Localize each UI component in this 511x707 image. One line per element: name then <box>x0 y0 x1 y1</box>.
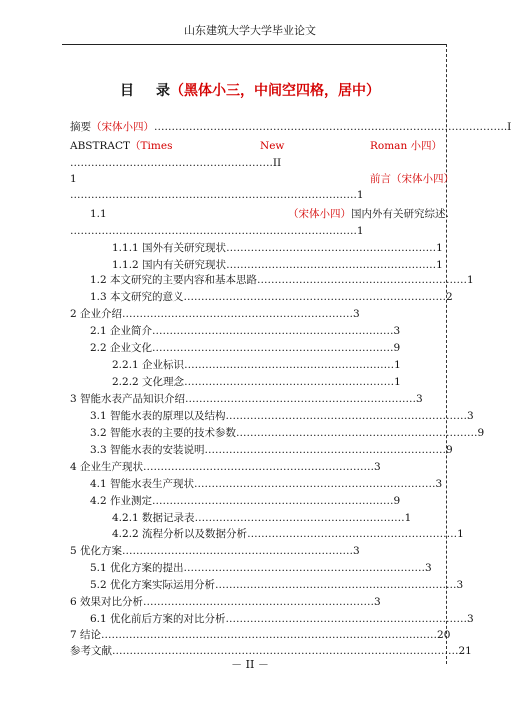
entry-text: 1.3 本文研究的意义 <box>90 291 184 303</box>
toc-entry-abstract-en[interactable] <box>70 140 443 152</box>
page-number: 3 <box>435 478 443 490</box>
entry-note: （宋体小四） <box>288 208 351 220</box>
toc-entry-ch4[interactable] <box>70 461 442 473</box>
leader-dots: …………………………………………………………… <box>225 410 468 422</box>
margin-line <box>446 44 447 664</box>
entry-note-3: Roman 小四） <box>370 140 443 152</box>
entry-text: 摘要 <box>70 121 91 133</box>
toc-entry-4-2-2[interactable] <box>112 528 464 540</box>
leader-dots: …………………………………………………… <box>257 274 468 286</box>
leader-dots: …………………………………………………… <box>247 528 458 540</box>
toc-entry-2-2[interactable] <box>90 342 442 354</box>
toc-entry-1-3[interactable] <box>90 291 453 303</box>
toc-entry-4-2-1[interactable] <box>112 512 442 524</box>
toc-entry-ch6[interactable] <box>70 596 442 608</box>
entry-text: 5.1 优化方案的提出 <box>90 562 184 574</box>
leader-dots: …………………………………………………… <box>194 512 405 524</box>
toc-entry-ch1[interactable] <box>70 173 454 185</box>
entry-text: 3.1 智能水表的原理以及结构 <box>90 410 226 422</box>
page-number: 21 <box>458 645 472 657</box>
toc-entry-6-1[interactable] <box>90 613 474 625</box>
title-note: （黑体小三，中间空四格，居中） <box>170 83 380 99</box>
page-header: 山东建筑大学大学毕业论文 <box>184 24 316 37</box>
entry-text: 5 优化方案 <box>70 545 123 557</box>
entry-text: 2 企业介绍 <box>70 308 123 320</box>
toc-entry-1-1-1[interactable] <box>112 242 442 254</box>
entry-text: 5.2 优化方案实际运用分析 <box>90 579 216 591</box>
page-number: 9 <box>446 444 453 456</box>
page-number: 1 <box>394 359 401 371</box>
leader-dots: …………………………………………………… <box>226 259 437 271</box>
page-number: 1 <box>404 512 412 524</box>
toc-entry-3-2[interactable] <box>90 427 485 439</box>
leader-dots: ………………………………………………………… <box>122 308 354 320</box>
entry-note: 前言（宋体小四） <box>370 173 454 185</box>
entry-note: （Times <box>130 140 173 152</box>
page-number: 3 <box>353 545 360 557</box>
entry-note-2: New <box>260 140 285 152</box>
leader-dots: ………………………………………………………… <box>143 461 375 473</box>
entry-text: 4.2.2 流程分析以及数据分析 <box>112 528 248 540</box>
toc-entry-4-2[interactable] <box>90 495 442 507</box>
entry-text: 2.2.2 文化理念 <box>112 376 185 388</box>
toc-entry-2-2-1[interactable] <box>112 359 442 371</box>
toc-entry-5-2[interactable] <box>90 579 464 591</box>
leader-dots: …………………………………………………………… <box>204 444 447 456</box>
entry-text: 国内外有关研究综述. <box>351 208 449 220</box>
toc-entry-2-1[interactable] <box>90 325 442 337</box>
toc-entry-3-3[interactable] <box>90 444 453 456</box>
page-number: 9 <box>393 495 401 507</box>
page-number: 3 <box>374 596 381 608</box>
leader-dots: …………………………………………………………… <box>152 495 394 507</box>
entry-text: 4.2 作业测定 <box>90 495 153 507</box>
leader-dots: …………………………………………………… <box>184 376 395 388</box>
page-number: 2 <box>446 291 453 303</box>
page-footer: － II － <box>231 658 269 671</box>
leader-dots: ……………………………………………………………………………………… <box>112 645 459 657</box>
leader-dots: …………………………………………………………………………………… <box>101 629 438 641</box>
leader-dots: …………………………………………………………… <box>183 562 426 574</box>
toc-entry-ch7[interactable] <box>70 629 451 641</box>
page-number: II <box>272 157 282 169</box>
toc-entry-1-1-cont[interactable] <box>70 225 442 237</box>
page-number: 3 <box>425 562 432 574</box>
leader-dots: …………………………………………………. <box>70 157 273 169</box>
title-left-char: 目 <box>120 83 134 99</box>
page-number: 3 <box>467 613 474 625</box>
leader-dots: …………………………………………………………… <box>152 342 394 354</box>
entry-text: 1.2 本文研究的主要内容和基本思路 <box>90 274 258 286</box>
page-number: 3 <box>374 461 381 473</box>
leader-dots: ………………………………………………………………………………………. <box>154 121 504 133</box>
entry-text: 4.2.1 数据记录表 <box>112 512 195 524</box>
toc-entry-3-1[interactable] <box>90 410 474 422</box>
entry-text: 2.2 企业文化 <box>90 342 153 354</box>
leader-dots: …………………………………………………………… <box>215 579 457 591</box>
leader-dots: ………………………………………………………………………. <box>70 225 357 237</box>
entry-text: 4.1 智能水表生产现状 <box>90 478 195 490</box>
toc-entry-4-1[interactable] <box>90 478 442 490</box>
page-number: 1 <box>394 376 401 388</box>
entry-text: 6 效果对比分析 <box>70 596 144 608</box>
leader-dots: …………………………………………………………… <box>152 325 394 337</box>
entry-text: 参考文献 <box>70 645 112 657</box>
entry-text: 7 结论 <box>70 629 102 641</box>
entry-note: （宋体小四） <box>91 121 154 133</box>
page-number: 1 <box>467 274 474 286</box>
title-right-char: 录 <box>156 83 170 99</box>
toc-title <box>0 80 500 100</box>
page-number: 1 <box>356 189 364 201</box>
toc-entry-ch2[interactable] <box>70 308 442 320</box>
leader-dots: ………………………………………………………… <box>185 393 417 405</box>
entry-text: 1.1.1 国外有关研究现状 <box>112 242 227 254</box>
page-number: 3 <box>456 579 464 591</box>
page-number: 3 <box>393 325 401 337</box>
page-number: 1 <box>457 528 464 540</box>
entry-text: 4 企业生产现状 <box>70 461 144 473</box>
toc-entry-ch3[interactable] <box>70 393 442 405</box>
entry-text: ABSTRACT <box>70 140 131 152</box>
leader-dots: ………………………………………………………… <box>143 596 375 608</box>
leader-dots: …………………………………………………………… <box>236 427 478 439</box>
entry-text: 3.2 智能水表的主要的技术参数 <box>90 427 237 439</box>
page-number: 3 <box>467 410 474 422</box>
leader-dots: ………………………………………………………………… <box>183 291 447 303</box>
toc-entry-ch1-cont[interactable] <box>70 189 442 201</box>
toc-entry-ch5[interactable] <box>70 545 442 557</box>
page-number: 9 <box>477 427 485 439</box>
page-number: 1 <box>356 225 364 237</box>
leader-dots: …………………………………………………… <box>184 359 395 371</box>
entry-text: 3.3 智能水表的安装说明 <box>90 444 205 456</box>
entry-text: 3 智能水表产品知识介绍 <box>70 393 186 405</box>
leader-dots: ………………………………………………………………………. <box>70 189 357 201</box>
toc-entry-abstract-en-cont[interactable] <box>70 157 442 169</box>
leader-dots: ………………………………………………………… <box>122 545 354 557</box>
page-number: 3 <box>353 308 360 320</box>
page-number: 1 <box>436 242 443 254</box>
entry-text: 1.1.2 国内有关研究现状 <box>112 259 227 271</box>
page-number: 9 <box>393 342 401 354</box>
leader-dots: …………………………………………………… <box>226 242 437 254</box>
toc-entry-1-1[interactable] <box>90 208 449 220</box>
header-rule <box>62 44 446 45</box>
entry-number: 1 <box>70 173 77 185</box>
toc-entry-abstract-cn[interactable] <box>70 121 511 133</box>
page-number: 20 <box>437 629 451 641</box>
page-number: 1 <box>436 259 443 271</box>
leader-dots: …………………………………………………………… <box>225 613 468 625</box>
leader-dots: …………………………………………………………… <box>194 478 436 490</box>
entry-number: 1.1 <box>90 208 107 220</box>
toc-entry-2-2-2[interactable] <box>112 376 442 388</box>
entry-text: 2.2.1 企业标识 <box>112 359 185 371</box>
toc-entry-1-1-2[interactable] <box>112 259 442 271</box>
toc-entry-1-2[interactable] <box>90 274 474 286</box>
entry-text: 6.1 优化前后方案的对比分析 <box>90 613 226 625</box>
entry-text: 2.1 企业简介 <box>90 325 153 337</box>
toc-entry-5-1[interactable] <box>90 562 442 574</box>
page-number: .I <box>503 121 511 133</box>
page-number: 3 <box>416 393 423 405</box>
